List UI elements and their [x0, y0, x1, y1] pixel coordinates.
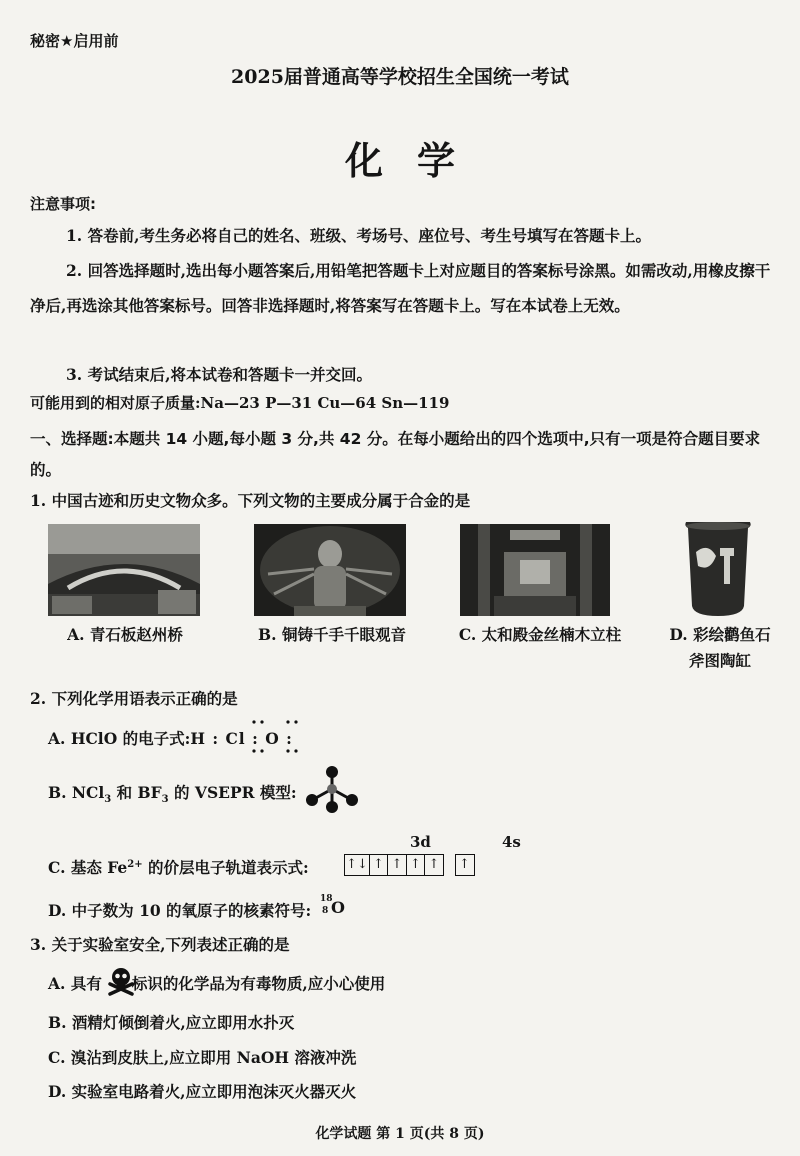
- q3-option-b: B. 酒精灯倾倒着火,应立即用水扑灭: [48, 1013, 295, 1032]
- q3-option-c: C. 溴沾到皮肤上,应立即用 NaOH 溶液冲洗: [48, 1048, 357, 1067]
- q3-option-a: A. 具有 标识的化学品为有毒物质,应小心使用: [48, 974, 386, 993]
- oxygen-nuclide-symbol: 18 8 O: [320, 894, 345, 917]
- page-footer: 化学试题 第 1 页(共 8 页): [315, 1126, 485, 1142]
- q3-stem: 3. 关于实验室安全,下列表述正确的是: [30, 935, 290, 954]
- note-3: 3. 考试结束后,将本试卷和答题卡一并交回。: [66, 365, 372, 384]
- orbital-label-4s: 4s: [502, 833, 521, 851]
- orbital-box: ↑: [406, 854, 426, 876]
- q2-option-b: B. NCl$_3$ 和 $BF_3$ 的 VSEPR 模型:: [48, 783, 297, 806]
- orbital-box: ↑: [424, 854, 444, 876]
- q1-stem: 1. 中国古迹和历史文物众多。下列文物的主要成分属于合金的是: [30, 491, 471, 510]
- q1-photo-a-bridge: [48, 524, 200, 616]
- orbital-box: ↑: [387, 854, 407, 876]
- orbital-label-3d: 3d: [410, 833, 431, 851]
- electron-dots-icon: [226, 719, 306, 755]
- q2-option-d: D. 中子数为 10 的氧原子的核素符号:: [48, 901, 312, 920]
- q1-option-d: D. 彩绘鹳鱼石斧图陶缸: [669, 625, 771, 670]
- q1-photo-b-guanyin: [254, 524, 406, 616]
- q1-option-a: A. 青石板赵州桥: [67, 625, 183, 644]
- note-1: 1. 答卷前,考生务必将自己的姓名、班级、考场号、座位号、考生号填写在答题卡上。: [66, 226, 651, 245]
- atomic-masses: 可能用到的相对原子质量:Na—23 P—31 Cu—64 Sn—119: [30, 394, 450, 412]
- q2-option-a: A. HClO 的电子式:H : Cl : O :: [48, 729, 293, 748]
- subject-title: 化学: [344, 138, 489, 183]
- q3-option-d: D. 实验室电路着火,应立即用泡沫灭火器灭火: [48, 1082, 357, 1101]
- orbital-diagram: [344, 854, 473, 876]
- q1-option-b: B. 铜铸千手千眼观音: [258, 625, 406, 644]
- secret-label: 秘密★启用前: [30, 32, 119, 50]
- orbital-box: ↑↓: [344, 854, 370, 876]
- vsepr-model-icon: [300, 765, 360, 815]
- orbital-box: ↑: [369, 854, 389, 876]
- notes-heading: 注意事项:: [30, 195, 96, 213]
- note-2: 2. 回答选择题时,选出每小题答案后,用铅笔把答题卡上对应题目的答案标号涂黑。如需改动,用橡皮擦干净后,再选涂其他答案标号。回答非选择题时,将答案写在答题卡上。写在本试卷上无效。: [30, 261, 771, 315]
- q2-stem: 2. 下列化学用语表示正确的是: [30, 689, 238, 708]
- exam-title: 2025届普通高等学校招生全国统一考试: [231, 66, 569, 88]
- orbital-box: ↑: [455, 854, 475, 876]
- skull-crossbones-icon: [106, 966, 136, 996]
- section-heading: 一、选择题:本题共 14 小题,每小题 3 分,共 42 分。在每小题给出的四个选项中,只有一项是符合题目要求的。: [30, 430, 761, 479]
- q1-photo-d-jar: [682, 522, 754, 618]
- q1-photo-c-hall: [460, 524, 610, 616]
- q2-option-c: C. 基态 $Fe^{2+}$ 的价层电子轨道表示式:: [48, 858, 309, 877]
- hclo-electron-formula: H : Cl : O :: [190, 729, 293, 748]
- q1-option-c: C. 太和殿金丝楠木立柱: [458, 625, 622, 644]
